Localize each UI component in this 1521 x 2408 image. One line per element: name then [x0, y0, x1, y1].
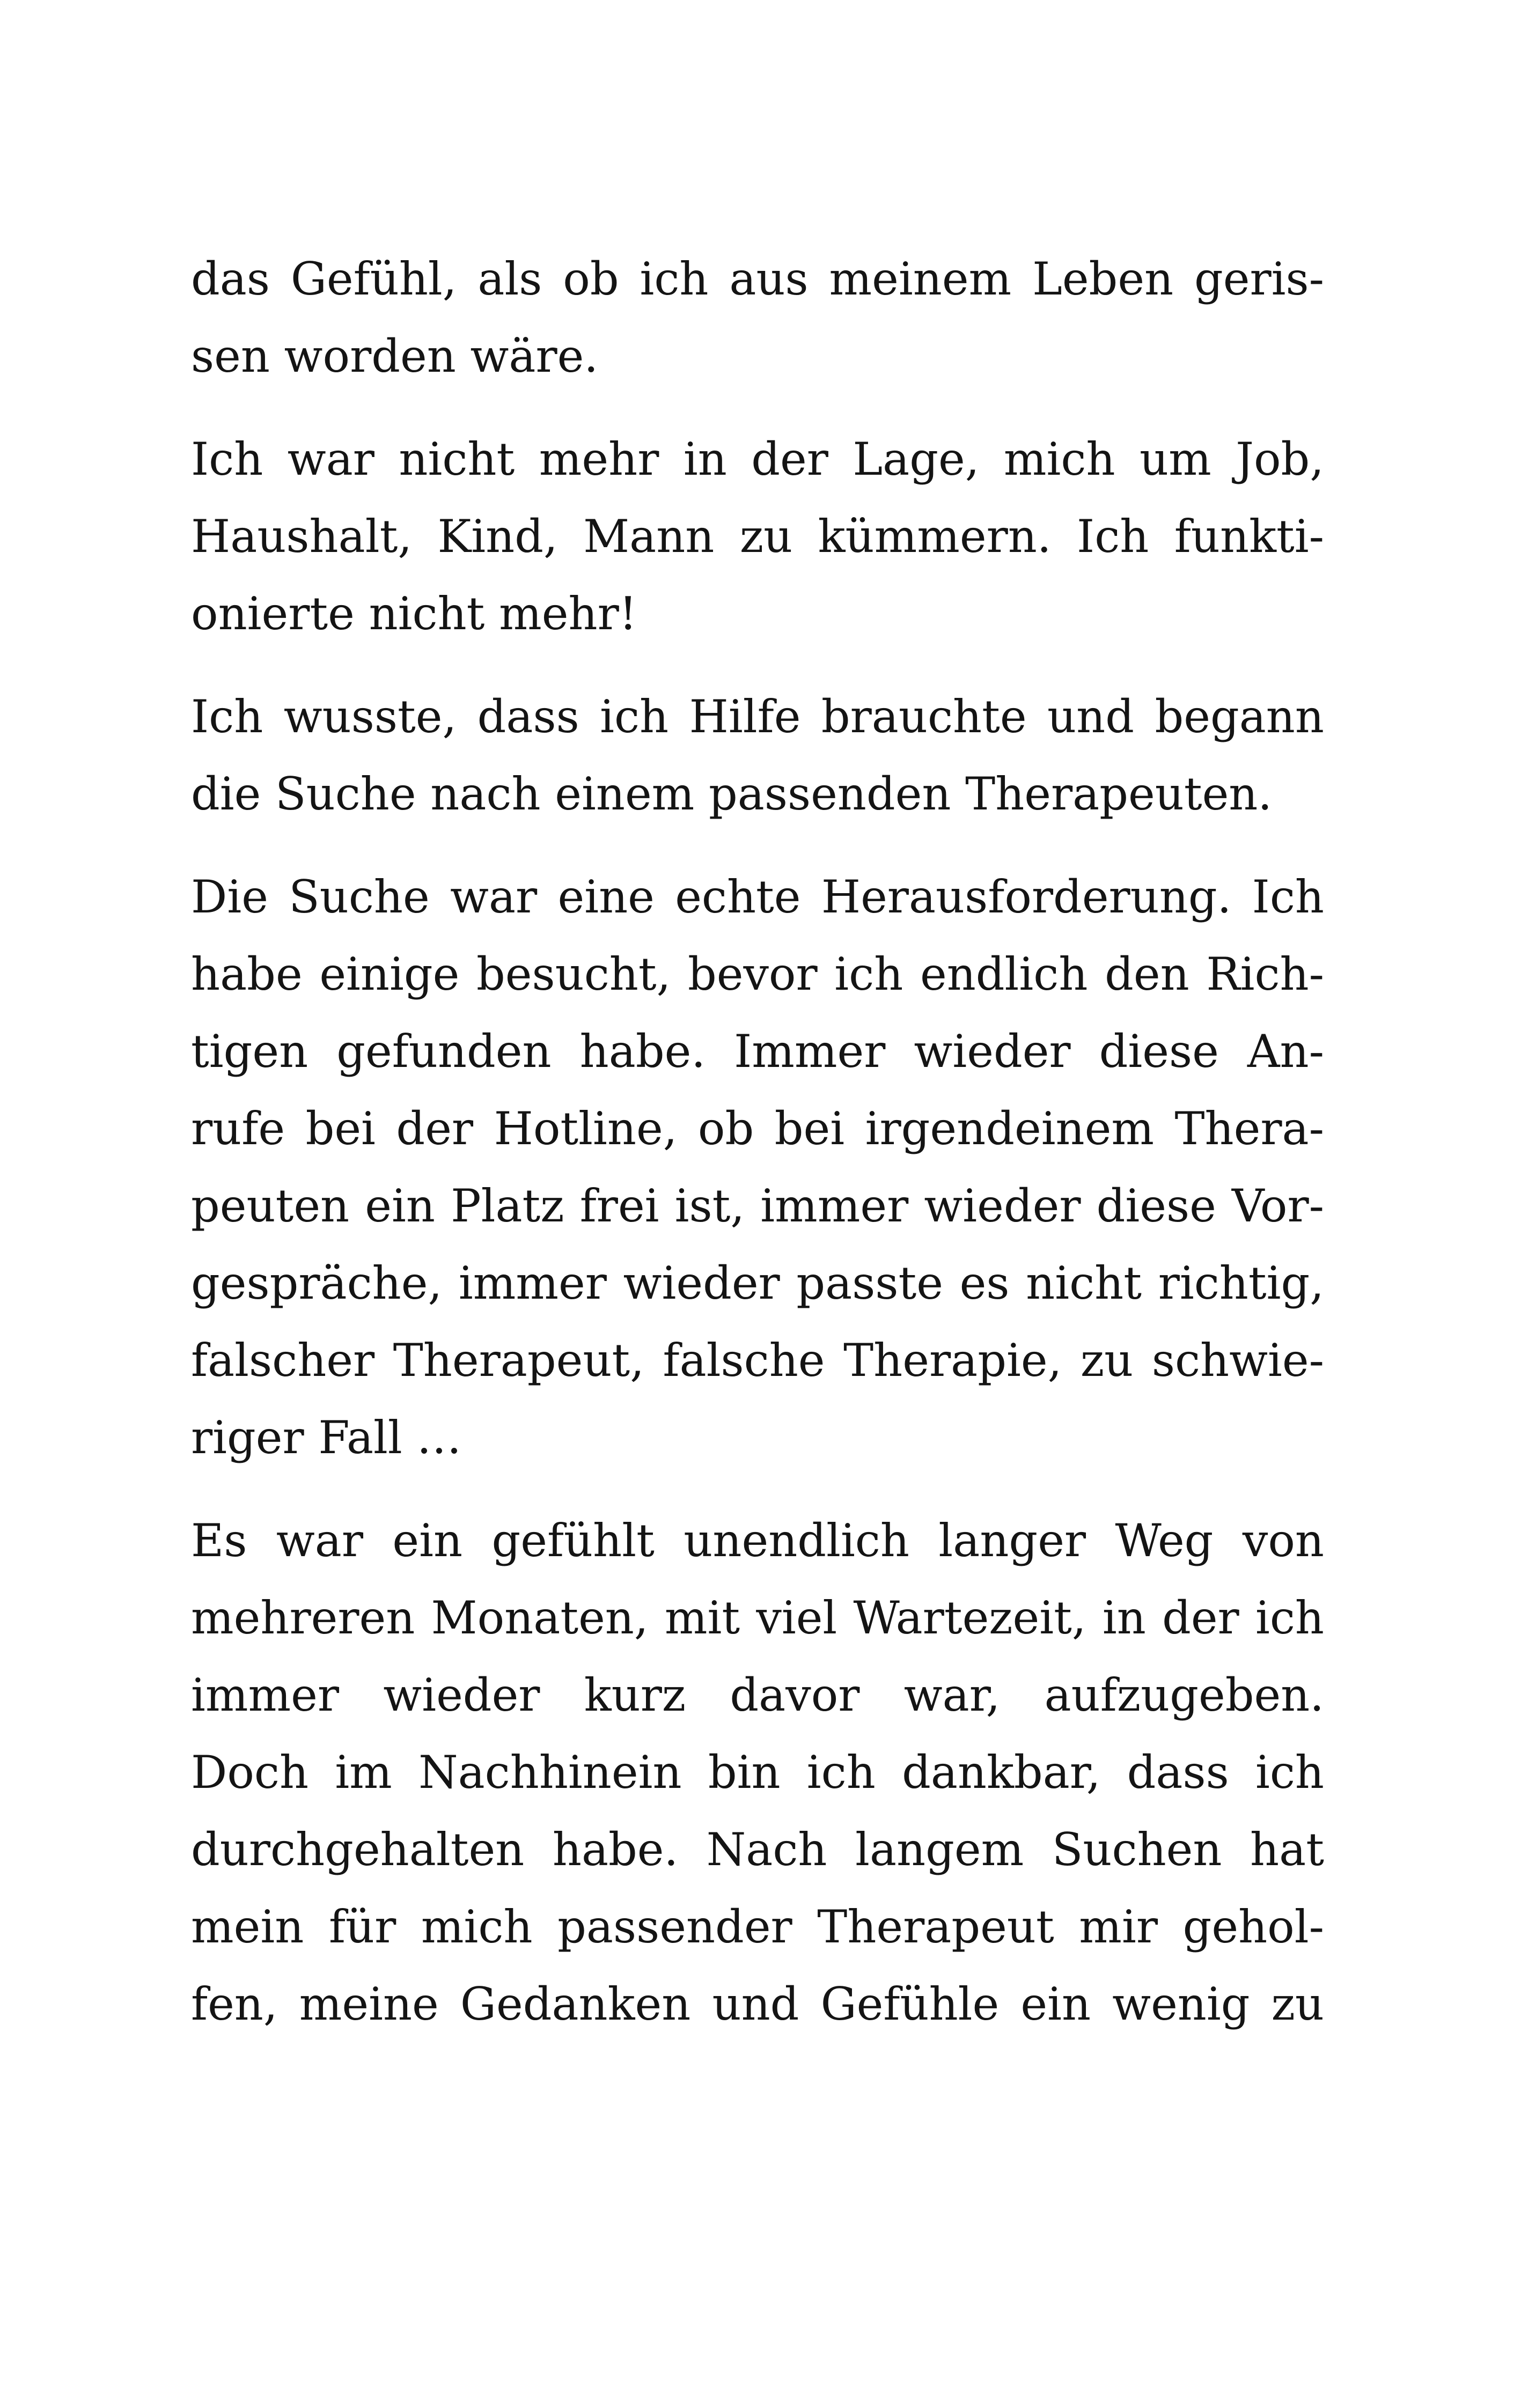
paragraph-2 [191, 421, 1324, 652]
text-line: gespräche, immer wieder passte es nicht richtig, [191, 1257, 1324, 1309]
paragraph-3 [191, 678, 1324, 833]
body-text [191, 240, 1324, 2043]
text-line: mehreren Monaten, mit viel Wartezeit, in der ich [191, 1592, 1324, 1644]
text-line: Ich wusste, dass ich Hilfe brauchte und begann [191, 690, 1324, 743]
text-line: sen worden wäre. [191, 330, 599, 382]
text-line: peuten ein Platz frei ist, immer wieder diese Vor- [191, 1180, 1324, 1232]
text-line: Ich war nicht mehr in der Lage, mich um Job, [191, 433, 1324, 485]
text-line: immer wieder kurz davor war, aufzugeben. [191, 1669, 1324, 1721]
text-line: tigen gefunden habe. Immer wieder diese An- [191, 1025, 1324, 1078]
paragraph-1 [191, 240, 1324, 395]
text-line: riger Fall … [191, 1411, 462, 1464]
text-line: Doch im Nachhinein bin ich dankbar, dass ich [191, 1746, 1324, 1799]
text-line: die Suche nach einem passenden Therapeuten. [191, 768, 1273, 820]
paragraph-5 [191, 1502, 1324, 2043]
text-line: fen, meine Gedanken und Gefühle ein wenig zu [191, 1978, 1324, 2030]
text-line: Haushalt, Kind, Mann zu kümmern. Ich funkti- [191, 510, 1324, 563]
text-line: onierte nicht mehr! [191, 587, 637, 640]
text-line: das Gefühl, als ob ich aus meinem Leben geris- [191, 253, 1324, 305]
text-line: habe einige besucht, bevor ich endlich den Rich- [191, 948, 1324, 1000]
text-line: Es war ein gefühlt unendlich langer Weg von [191, 1514, 1324, 1567]
text-line: Die Suche war eine echte Herausforderung. Ich [191, 871, 1324, 923]
text-line: falscher Therapeut, falsche Therapie, zu schwie- [191, 1334, 1324, 1387]
paragraph-4 [191, 858, 1324, 1476]
text-line: durchgehalten habe. Nach langem Suchen hat [191, 1823, 1324, 1876]
text-line: rufe bei der Hotline, ob bei irgendeinem Thera- [191, 1102, 1324, 1155]
text-line: mein für mich passender Therapeut mir gehol- [191, 1901, 1324, 1953]
